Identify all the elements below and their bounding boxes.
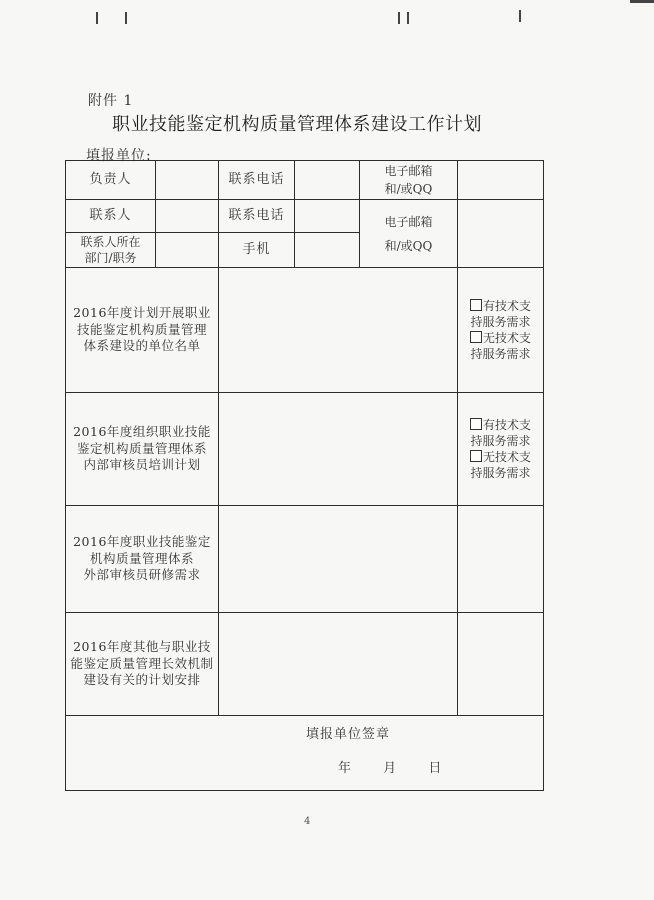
option-text: 有技术支	[482, 417, 531, 432]
plan-line: 内部审核员培训计划	[83, 457, 201, 473]
scan-speck	[96, 12, 98, 24]
option-text: 无技术支	[482, 331, 531, 345]
mobile-label: 手机	[219, 233, 295, 268]
signature-label: 填报单位签章	[306, 727, 391, 742]
plan-form-table	[65, 160, 544, 791]
option-text: 有技术支	[482, 298, 531, 313]
person-in-charge-field[interactable]	[156, 161, 219, 200]
scan-speck	[630, 0, 654, 3]
signature-cell[interactable]	[66, 716, 544, 791]
contact-person-label: 联系人	[66, 200, 156, 233]
plan-label-3	[66, 506, 219, 613]
plan-row-1	[66, 268, 544, 393]
reporting-unit-label: 填报单位:	[86, 148, 152, 164]
service-options-2	[458, 393, 544, 506]
checkbox-icon[interactable]	[470, 299, 482, 311]
attachment-label: 附件 1	[88, 93, 134, 109]
contact-row-1	[66, 161, 544, 200]
email-qq-line: 和/或QQ	[384, 238, 433, 253]
email-qq-field-2[interactable]	[458, 200, 544, 268]
email-qq-line: 电子邮箱	[384, 164, 433, 178]
contact-person-field[interactable]	[156, 200, 219, 233]
plan-line: 鉴定机构质量管理体系	[76, 440, 207, 456]
page-number: 4	[304, 816, 311, 827]
option-text: 持服务需求	[470, 314, 531, 329]
plan-line: 外部审核员研修需求	[83, 567, 201, 583]
plan-row-4	[66, 613, 544, 716]
month-label: 月	[383, 761, 397, 776]
plan-row-2	[66, 393, 544, 506]
day-label: 日	[428, 761, 442, 776]
plan-extra-4[interactable]	[458, 613, 544, 716]
dept-title-field[interactable]	[156, 233, 219, 268]
signature-date	[338, 760, 441, 778]
phone-label-2: 联系电话	[219, 200, 295, 233]
email-qq-line: 和/或QQ	[384, 182, 433, 196]
person-in-charge-label: 负责人	[66, 161, 156, 200]
phone-field-2[interactable]	[295, 200, 360, 233]
plan-label-2	[66, 393, 219, 506]
plan-line: 机构质量管理体系	[89, 550, 194, 566]
option-with-support[interactable]	[458, 298, 543, 330]
plan-line: 能鉴定质量管理长效机制	[70, 655, 214, 671]
plan-label-1	[66, 268, 219, 393]
option-text: 持服务需求	[470, 347, 531, 362]
plan-content-1[interactable]	[219, 268, 458, 393]
plan-line: 体系建设的单位名单	[83, 338, 201, 354]
email-qq-label-2	[360, 200, 458, 268]
option-without-support[interactable]	[458, 330, 543, 362]
plan-line: 技能鉴定机构质量管理	[76, 321, 207, 337]
mobile-field[interactable]	[295, 233, 360, 268]
scan-speck	[519, 10, 521, 22]
phone-field-1[interactable]	[295, 161, 360, 200]
plan-line: 2016年度其他与职业技	[73, 638, 211, 654]
plan-content-3[interactable]	[219, 506, 458, 613]
service-options-1	[458, 268, 544, 393]
checkbox-icon[interactable]	[470, 418, 482, 430]
plan-line: 2016年度计划开展职业	[73, 304, 211, 320]
plan-row-3	[66, 506, 544, 613]
checkbox-icon[interactable]	[470, 450, 482, 462]
plan-content-2[interactable]	[219, 393, 458, 506]
signature-row	[66, 716, 544, 791]
phone-label-1: 联系电话	[219, 161, 295, 200]
scan-speck	[398, 12, 400, 24]
plan-label-4	[66, 613, 219, 716]
year-label: 年	[338, 761, 352, 776]
page-title: 职业技能鉴定机构质量管理体系建设工作计划	[112, 114, 482, 135]
option-with-support[interactable]	[458, 417, 543, 449]
dept-title-line: 部门/职务	[84, 251, 137, 265]
scan-speck	[125, 12, 127, 24]
email-qq-label-1	[360, 161, 458, 200]
dept-title-line: 联系人所在	[80, 235, 141, 249]
dept-title-label	[66, 233, 156, 268]
plan-line: 2016年度组织职业技能	[73, 423, 211, 439]
plan-extra-3[interactable]	[458, 506, 544, 613]
option-text: 持服务需求	[470, 433, 531, 448]
plan-line: 2016年度职业技能鉴定	[73, 533, 211, 549]
plan-line: 建设有关的计划安排	[83, 672, 201, 688]
email-qq-line: 电子邮箱	[384, 214, 433, 229]
email-qq-field-1[interactable]	[458, 161, 544, 200]
option-text: 持服务需求	[470, 466, 531, 481]
checkbox-icon[interactable]	[470, 331, 482, 343]
plan-content-4[interactable]	[219, 613, 458, 716]
option-without-support[interactable]	[458, 449, 543, 481]
scan-speck	[407, 12, 409, 24]
contact-row-2	[66, 200, 544, 233]
option-text: 无技术支	[482, 450, 531, 464]
